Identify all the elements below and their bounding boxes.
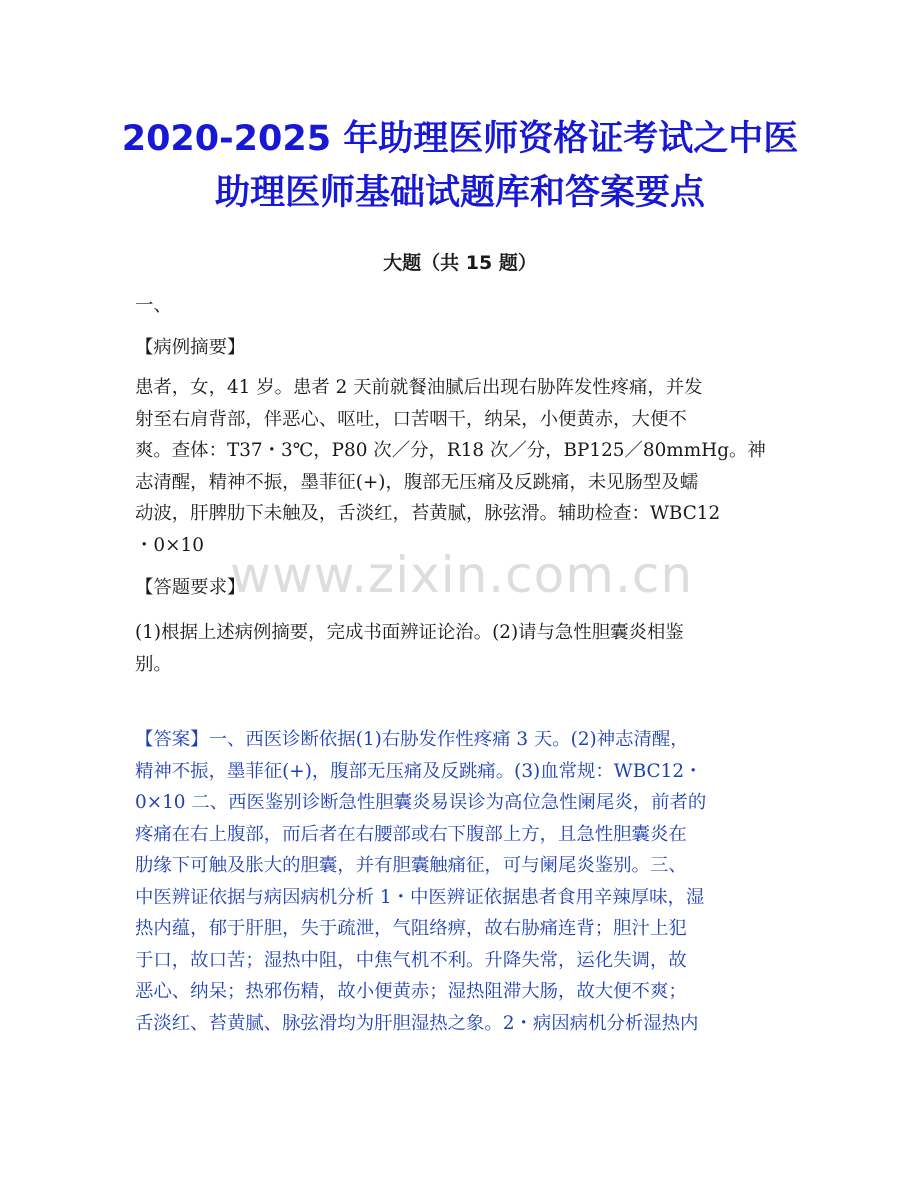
document-title bbox=[60, 112, 860, 220]
answer-line: 精神不振，墨菲征(+)，腹部无压痛及反跳痛。(3)血常规：WBC12・ bbox=[135, 760, 703, 782]
answer-line: 于口，故口苦；湿热中阻，中焦气机不利。升降失常，运化失调，故 bbox=[135, 949, 687, 971]
watermark: www.zixin.com.cn bbox=[230, 546, 694, 604]
case-line: 射至右肩背部，伴恶心、呕吐，口苦咽干，纳呆，小便黄赤，大便不 bbox=[135, 408, 687, 430]
case-line: 动波，肝脾肋下未触及，舌淡红，苔黄腻，脉弦滑。辅助检查：WBC12 bbox=[135, 503, 721, 524]
answer-line: 【答案】一、西医诊断依据(1)右胁发作性疼痛 3 天。(2)神志清醒， bbox=[135, 729, 689, 750]
title-line-1: 2020-2025 年助理医师资格证考试之中医 bbox=[121, 119, 799, 159]
requirement-text bbox=[135, 617, 795, 680]
case-line: 爽。查体：T37・3℃，P80 次／分，R18 次／分，BP125／80mmHg。神 bbox=[135, 440, 766, 461]
question-number: 一、 bbox=[135, 295, 172, 316]
requirement-label: 【答题要求】 bbox=[135, 577, 246, 598]
answer-line: 舌淡红、苔黄腻、脉弦滑均为肝胆湿热之象。2・病因病机分析湿热内 bbox=[135, 1012, 699, 1034]
section-heading: 大题（共 15 题） bbox=[383, 252, 537, 274]
case-label: 【病例摘要】 bbox=[135, 337, 246, 358]
answer-line: 疼痛在右上腹部，而后者在右腰部或右下腹部上方，且急性胆囊炎在 bbox=[135, 823, 687, 845]
requirement-line: (1)根据上述病例摘要，完成书面辨证论治。(2)请与急性胆囊炎相鉴 bbox=[135, 622, 684, 643]
requirement-line: 别。 bbox=[135, 653, 172, 675]
answer-line: 中医辨证依据与病因病机分析 1・中医辨证依据患者食用辛辣厚味，湿 bbox=[135, 886, 705, 908]
case-line: 志清醒，精神不振，墨菲征(+)，腹部无压痛及反跳痛，未见肠型及蠕 bbox=[135, 471, 699, 493]
answer-line: 肋缘下可触及胀大的胆囊，并有胆囊触痛征，可与阑尾炎鉴别。三、 bbox=[135, 855, 687, 876]
case-summary bbox=[135, 372, 795, 561]
answer-line: 恶心、纳呆；热邪伤精，故小便黄赤；湿热阻滞大肠，故大便不爽； bbox=[135, 981, 687, 1002]
answer-line: 0×10 二、西医鉴别诊断急性胆囊炎易误诊为高位急性阑尾炎，前者的 bbox=[135, 792, 707, 813]
title-line-2: 助理医师基础试题库和答案要点 bbox=[214, 173, 705, 213]
case-line: ・0×10 bbox=[135, 534, 204, 556]
answer-line: 热内蕴，郁于肝胆，失于疏泄，气阻络痹，故右胁痛连背；胆汁上犯 bbox=[135, 918, 687, 939]
answer-text bbox=[135, 724, 795, 1039]
case-line: 患者，女，41 岁。患者 2 天前就餐油腻后出现右胁阵发性疼痛，并发 bbox=[135, 377, 703, 398]
